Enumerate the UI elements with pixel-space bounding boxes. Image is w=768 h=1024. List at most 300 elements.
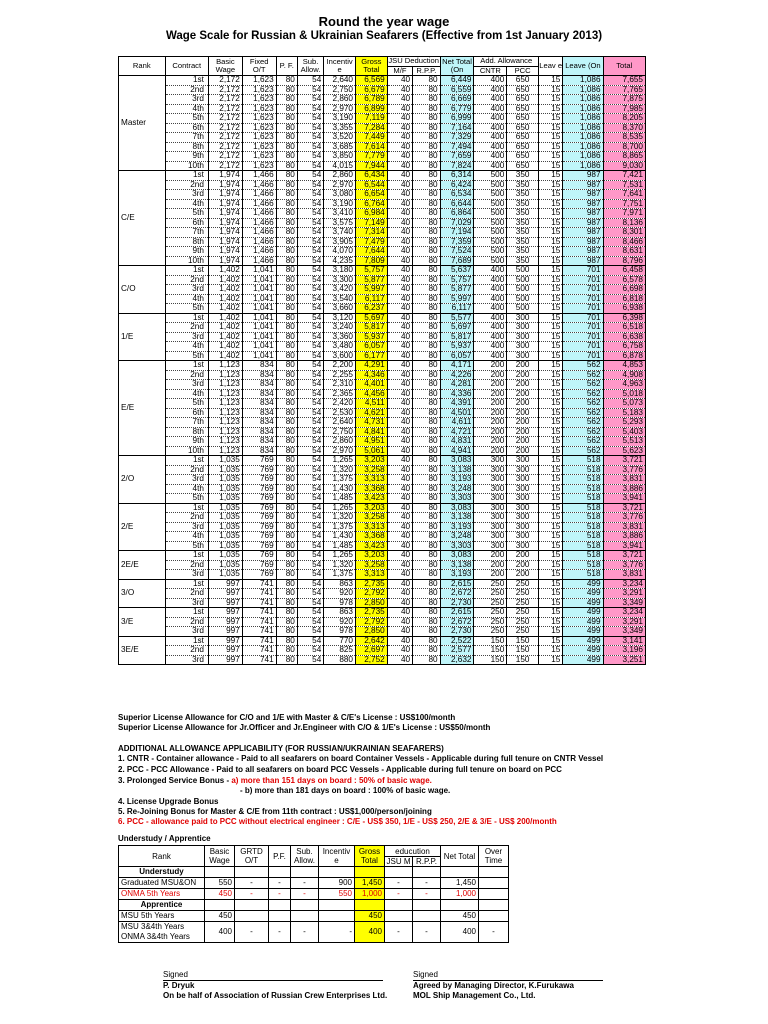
table-cell: 518 (563, 532, 603, 542)
understudy-cell: - (413, 889, 441, 900)
table-cell: 1,086 (563, 142, 603, 152)
blank-cell (413, 867, 441, 878)
table-cell: 2,672 (440, 589, 474, 599)
table-cell: 40 (387, 579, 412, 589)
table-cell: 80 (413, 408, 441, 418)
table-row (119, 85, 646, 95)
table-cell: 300 (507, 332, 539, 342)
table-row (119, 351, 646, 361)
table-row (119, 104, 646, 114)
table-cell: 650 (507, 161, 539, 171)
table-row (119, 399, 646, 409)
table-row (119, 579, 646, 589)
table-cell: 3,303 (440, 494, 474, 504)
rank-cell: 3E/E (119, 636, 166, 665)
table-cell: 5,623 (603, 446, 645, 456)
table-cell: 499 (563, 636, 603, 646)
table-cell: 15 (539, 532, 563, 542)
table-cell: 15 (539, 190, 563, 200)
table-cell: 834 (242, 380, 276, 390)
table-cell: 3rd (165, 598, 208, 608)
table-cell: 997 (208, 617, 242, 627)
table-cell: 40 (387, 275, 412, 285)
table-cell: 1,623 (242, 152, 276, 162)
table-cell: 3,193 (440, 570, 474, 580)
table-cell: 1,466 (242, 171, 276, 181)
page-title: Round the year wage (318, 14, 450, 29)
understudy-cell: - (479, 922, 509, 943)
table-cell: 40 (387, 494, 412, 504)
table-cell: 80 (413, 437, 441, 447)
table-cell: 80 (413, 560, 441, 570)
table-cell: 80 (413, 646, 441, 656)
table-cell: 40 (387, 446, 412, 456)
table-cell: 200 (507, 446, 539, 456)
understudy-cell: 400 (441, 922, 479, 943)
table-cell: 4,831 (440, 437, 474, 447)
table-cell: 54 (297, 380, 323, 390)
table-cell: 1st (165, 171, 208, 181)
table-cell: 3,355 (324, 123, 356, 133)
left-signed-label: Signed (163, 970, 188, 979)
table-cell: 80 (276, 646, 297, 656)
table-cell: 400 (474, 323, 507, 333)
table-cell: 150 (507, 655, 539, 665)
table-cell: 80 (276, 228, 297, 238)
table-cell: 2,860 (324, 95, 356, 105)
blank-cell (319, 900, 355, 911)
table-cell: 997 (208, 589, 242, 599)
understudy-cell: - (413, 922, 441, 943)
table-cell: 54 (297, 617, 323, 627)
table-cell: 80 (276, 655, 297, 665)
table-cell: 8,205 (603, 114, 645, 124)
table-cell: 15 (539, 408, 563, 418)
table-cell: 400 (474, 95, 507, 105)
table-cell: 3rd (165, 332, 208, 342)
table-cell: 15 (539, 228, 563, 238)
right-signer-name: Agreed by Managing Director, K.Furukawa (413, 980, 603, 990)
table-cell: 7th (165, 133, 208, 143)
table-cell: 1,086 (563, 152, 603, 162)
table-cell: 1,466 (242, 228, 276, 238)
table-cell: 7th (165, 228, 208, 238)
table-cell: 997 (208, 598, 242, 608)
table-cell: 701 (563, 351, 603, 361)
table-cell: 54 (297, 133, 323, 143)
table-row (119, 646, 646, 656)
page-subtitle: Wage Scale for Russian & Ukrainian Seafarers (Effective from 1st January 2013) (165, 30, 603, 42)
table-cell: 769 (242, 522, 276, 532)
table-cell: 5,997 (355, 285, 387, 295)
table-cell: 7,824 (440, 161, 474, 171)
table-cell: 54 (297, 76, 323, 86)
table-cell: 2,970 (324, 180, 356, 190)
table-cell: 1,974 (208, 247, 242, 257)
table-cell: 15 (539, 133, 563, 143)
table-cell: 2,172 (208, 95, 242, 105)
table-cell: 15 (539, 446, 563, 456)
table-cell: 8,466 (603, 237, 645, 247)
table-cell: 3,138 (440, 465, 474, 475)
table-cell: 40 (387, 617, 412, 627)
table-cell: 6,518 (603, 323, 645, 333)
table-cell: 80 (276, 532, 297, 542)
table-cell: 7,809 (355, 256, 387, 266)
table-cell: 2nd (165, 465, 208, 475)
understudy-rank: ONMA 5th Years (119, 889, 205, 900)
table-cell: 4,611 (440, 418, 474, 428)
table-row (119, 551, 646, 561)
table-cell: 15 (539, 361, 563, 371)
table-cell: 80 (276, 494, 297, 504)
table-cell: 400 (474, 76, 507, 86)
table-cell: 400 (474, 152, 507, 162)
table-cell: 54 (297, 655, 323, 665)
table-cell: 15 (539, 484, 563, 494)
table-cell: 80 (413, 247, 441, 257)
table-cell: 40 (387, 598, 412, 608)
table-cell: 80 (276, 570, 297, 580)
table-cell: 80 (413, 256, 441, 266)
table-cell: 518 (563, 456, 603, 466)
table-cell: 80 (276, 389, 297, 399)
table-cell: 6,899 (355, 104, 387, 114)
table-cell: 15 (539, 522, 563, 532)
table-cell: 200 (474, 446, 507, 456)
understudy-cell: 450 (441, 911, 479, 922)
table-cell: 1,086 (563, 114, 603, 124)
table-cell: 3,721 (603, 551, 645, 561)
table-cell: 80 (413, 342, 441, 352)
table-cell: 4,501 (440, 408, 474, 418)
table-cell: 400 (474, 285, 507, 295)
table-row (119, 133, 646, 143)
table-cell: 3,721 (603, 503, 645, 513)
table-cell: 54 (297, 228, 323, 238)
table-cell: 500 (474, 237, 507, 247)
table-cell: 3,360 (324, 332, 356, 342)
table-cell: 997 (208, 646, 242, 656)
table-cell: 150 (507, 636, 539, 646)
table-cell: 40 (387, 655, 412, 665)
table-cell: 1,123 (208, 389, 242, 399)
table-cell: 8,370 (603, 123, 645, 133)
table-cell: 350 (507, 247, 539, 257)
table-cell: 518 (563, 465, 603, 475)
table-cell: 40 (387, 456, 412, 466)
table-cell: 54 (297, 171, 323, 181)
table-cell: 7,329 (440, 133, 474, 143)
table-cell: 2,735 (355, 579, 387, 589)
table-cell: 769 (242, 475, 276, 485)
table-cell: 3,234 (603, 608, 645, 618)
table-cell: 3,258 (355, 560, 387, 570)
table-cell: 300 (507, 503, 539, 513)
table-cell: 7,194 (440, 228, 474, 238)
table-cell: 200 (507, 551, 539, 561)
understudy-row (119, 878, 509, 889)
table-cell: 3,660 (324, 304, 356, 314)
table-cell: 80 (276, 551, 297, 561)
table-cell: 80 (276, 456, 297, 466)
table-cell: 741 (242, 646, 276, 656)
table-cell: 40 (387, 389, 412, 399)
table-cell: 769 (242, 532, 276, 542)
us-col-basic: Basic Wage (205, 846, 235, 867)
table-cell: 1,402 (208, 313, 242, 323)
table-cell: 54 (297, 285, 323, 295)
table-cell: 80 (276, 76, 297, 86)
table-cell: 40 (387, 361, 412, 371)
table-row (119, 389, 646, 399)
blank-cell (479, 867, 509, 878)
table-cell: 701 (563, 294, 603, 304)
understudy-row (119, 889, 509, 900)
table-cell: 54 (297, 370, 323, 380)
table-cell: 150 (474, 655, 507, 665)
table-cell: 2,172 (208, 142, 242, 152)
table-cell: 5,073 (603, 399, 645, 409)
table-cell: 150 (474, 636, 507, 646)
table-cell: 1,466 (242, 209, 276, 219)
table-cell: 1,375 (324, 522, 356, 532)
table-cell: 1,402 (208, 342, 242, 352)
table-cell: 15 (539, 199, 563, 209)
table-cell: 8,631 (603, 247, 645, 257)
table-cell: 80 (413, 76, 441, 86)
table-cell: 1,974 (208, 171, 242, 181)
table-cell: 2nd (165, 85, 208, 95)
table-cell: 1,035 (208, 475, 242, 485)
table-cell: 15 (539, 456, 563, 466)
table-cell: 3,600 (324, 351, 356, 361)
table-cell: 769 (242, 513, 276, 523)
blank-cell (385, 900, 413, 911)
understudy-cell (319, 911, 355, 922)
table-row (119, 190, 646, 200)
table-cell: 769 (242, 560, 276, 570)
table-cell: 1,123 (208, 437, 242, 447)
table-cell: 4,015 (324, 161, 356, 171)
table-cell: 200 (474, 399, 507, 409)
table-cell: 80 (276, 513, 297, 523)
table-cell: 250 (507, 579, 539, 589)
table-cell: 1,623 (242, 161, 276, 171)
table-cell: 4,621 (355, 408, 387, 418)
table-cell: 15 (539, 579, 563, 589)
table-cell: 8th (165, 237, 208, 247)
table-cell: 15 (539, 465, 563, 475)
understudy-cell: 400 (355, 922, 385, 943)
table-cell: 500 (474, 171, 507, 181)
table-row (119, 266, 646, 276)
table-row (119, 617, 646, 627)
table-cell: 3,180 (324, 266, 356, 276)
table-cell: 769 (242, 570, 276, 580)
table-cell: 1,041 (242, 266, 276, 276)
table-cell: 1,974 (208, 199, 242, 209)
table-cell: 80 (413, 104, 441, 114)
table-cell: 6,938 (603, 304, 645, 314)
table-cell: 3,740 (324, 228, 356, 238)
table-cell: 562 (563, 408, 603, 418)
table-cell: 80 (413, 532, 441, 542)
table-cell: 15 (539, 636, 563, 646)
table-cell: 6,544 (355, 180, 387, 190)
col-pf: P. F. (276, 57, 297, 76)
us-col-jsu: JSU M (385, 857, 413, 866)
table-cell: 80 (413, 361, 441, 371)
table-cell: 80 (276, 418, 297, 428)
table-cell: 80 (276, 351, 297, 361)
table-cell: 650 (507, 85, 539, 95)
table-cell: 300 (507, 494, 539, 504)
table-cell: 1,035 (208, 503, 242, 513)
table-cell: 4,963 (603, 380, 645, 390)
table-cell: 54 (297, 446, 323, 456)
table-cell: 1,402 (208, 275, 242, 285)
right-signed-label: Signed (413, 970, 438, 979)
table-cell: 7,119 (355, 114, 387, 124)
table-cell: 54 (297, 256, 323, 266)
table-cell: 3,368 (355, 532, 387, 542)
us-deduction-label: educution (385, 847, 440, 857)
table-cell: 7,751 (603, 199, 645, 209)
table-cell: 7,655 (603, 76, 645, 86)
table-cell: 500 (507, 294, 539, 304)
table-cell: 6,177 (355, 351, 387, 361)
table-cell: 80 (276, 237, 297, 247)
table-cell: 499 (563, 617, 603, 627)
table-cell: 80 (413, 551, 441, 561)
table-cell: 769 (242, 494, 276, 504)
table-cell: 80 (413, 655, 441, 665)
table-cell: 80 (413, 370, 441, 380)
table-cell: 6,698 (603, 285, 645, 295)
table-cell: 3,193 (440, 475, 474, 485)
table-cell: 54 (297, 522, 323, 532)
table-row (119, 532, 646, 542)
table-cell: 518 (563, 475, 603, 485)
understudy-cell (235, 911, 269, 922)
table-cell: 40 (387, 218, 412, 228)
blank-cell (479, 900, 509, 911)
table-cell: 80 (276, 399, 297, 409)
table-cell: 54 (297, 503, 323, 513)
table-cell: 5,183 (603, 408, 645, 418)
note-6: 6. PCC - allowance paid to PCC without electrical engineer : C/E - US$ 350, 1/E - US$ 250, 2/E & 3/E - US$ 200/month (118, 817, 557, 826)
table-cell: 5th (165, 351, 208, 361)
section-label: Apprentice (119, 900, 205, 911)
table-cell: 3,240 (324, 323, 356, 333)
table-cell: 2,172 (208, 85, 242, 95)
table-row (119, 342, 646, 352)
table-cell: 3,141 (603, 636, 645, 646)
table-cell: 3rd (165, 380, 208, 390)
table-cell: 2,850 (355, 598, 387, 608)
table-cell: 15 (539, 399, 563, 409)
table-cell: 1,123 (208, 446, 242, 456)
blank-cell (235, 900, 269, 911)
table-cell: 3rd (165, 285, 208, 295)
table-cell: 562 (563, 446, 603, 456)
table-cell: 80 (276, 579, 297, 589)
table-cell: 500 (507, 266, 539, 276)
note-3-label: 3. Prolonged Service Bonus - (118, 776, 232, 785)
table-row (119, 332, 646, 342)
rank-cell: C/O (119, 266, 166, 314)
table-cell: 80 (413, 294, 441, 304)
rank-cell: Master (119, 76, 166, 171)
table-row (119, 237, 646, 247)
table-cell: 80 (413, 152, 441, 162)
table-cell: 4,951 (355, 437, 387, 447)
table-cell: 54 (297, 85, 323, 95)
table-row (119, 627, 646, 637)
table-cell: 1,466 (242, 237, 276, 247)
table-cell: 80 (276, 123, 297, 133)
table-cell: 40 (387, 180, 412, 190)
table-row (119, 636, 646, 646)
rank-cell: 2/O (119, 456, 166, 504)
table-cell: 80 (413, 323, 441, 333)
understudy-cell: - (385, 889, 413, 900)
table-cell: 1st (165, 456, 208, 466)
table-cell: 6,818 (603, 294, 645, 304)
table-cell: 400 (474, 123, 507, 133)
understudy-cell: 1,000 (355, 889, 385, 900)
understudy-cell: - (269, 922, 291, 943)
table-cell: 863 (324, 579, 356, 589)
table-cell: 250 (474, 617, 507, 627)
table-cell: 834 (242, 427, 276, 437)
table-cell: 1,466 (242, 190, 276, 200)
note-3b: - b) more than 181 days on board : 100% of basic wage. (240, 786, 451, 795)
note-5: 5. Re-Joining Bonus for Master & C/E from 11th contract : US$1,000/person/joining (118, 807, 432, 816)
table-cell: 40 (387, 399, 412, 409)
table-cell: 4th (165, 484, 208, 494)
table-cell: 1,041 (242, 332, 276, 342)
table-cell: 3,083 (440, 503, 474, 513)
table-cell: 3,080 (324, 190, 356, 200)
table-cell: 701 (563, 275, 603, 285)
table-cell: 2,850 (355, 627, 387, 637)
table-cell: 80 (276, 171, 297, 181)
table-cell: 1,466 (242, 247, 276, 257)
table-cell: 3,193 (440, 522, 474, 532)
table-cell: 15 (539, 541, 563, 551)
table-cell: 54 (297, 294, 323, 304)
table-cell: 834 (242, 399, 276, 409)
rank-cell: 3/O (119, 579, 166, 608)
table-cell: 40 (387, 104, 412, 114)
table-cell: 8,535 (603, 133, 645, 143)
understudy-cell: - (385, 878, 413, 889)
col-add-allowance (474, 57, 539, 76)
table-cell: 300 (474, 475, 507, 485)
table-cell: 5th (165, 541, 208, 551)
table-cell: 2,172 (208, 161, 242, 171)
table-cell: 650 (507, 114, 539, 124)
table-cell: 1,086 (563, 123, 603, 133)
table-cell: 15 (539, 114, 563, 124)
table-cell: 200 (507, 560, 539, 570)
table-cell: 40 (387, 228, 412, 238)
table-cell: 9th (165, 247, 208, 257)
table-cell: 834 (242, 370, 276, 380)
table-cell: 80 (276, 85, 297, 95)
